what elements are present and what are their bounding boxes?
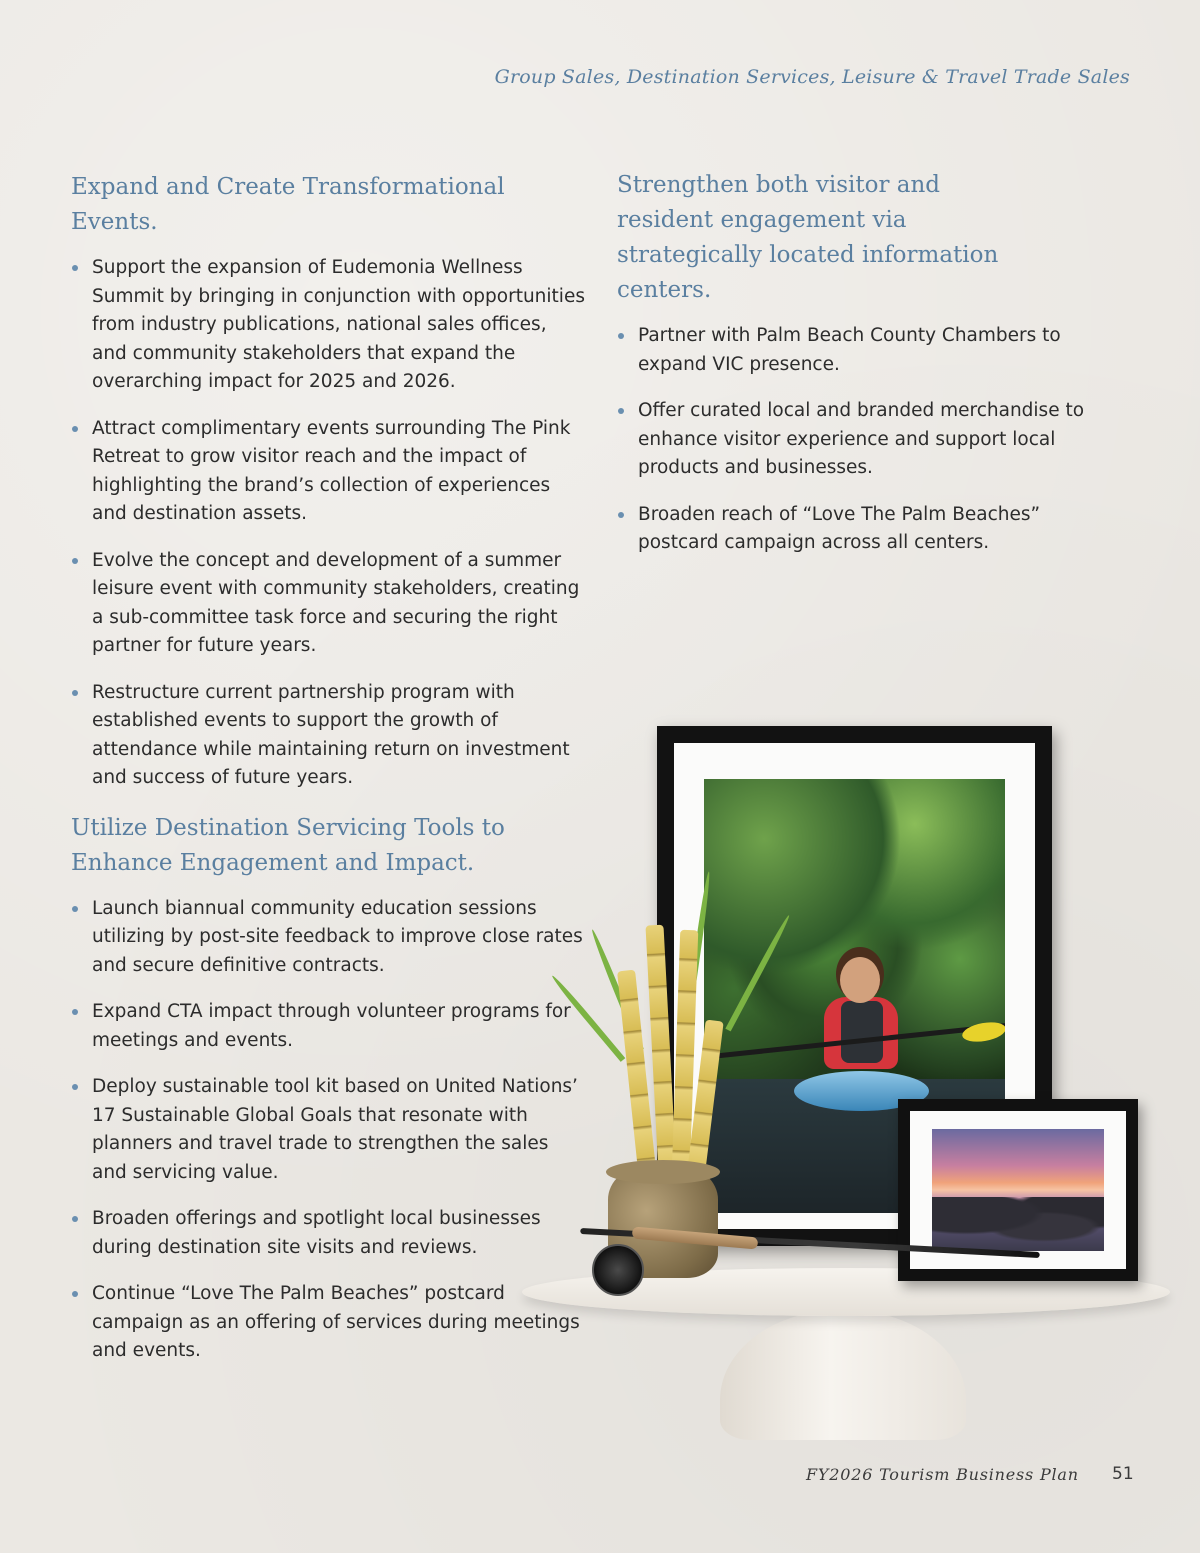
list-item-text: Partner with Palm Beach County Chambers to expand VIC presence. (638, 325, 1061, 375)
heading-destination-servicing: Utilize Destination Servicing Tools to Enhance Engagement and Impact. (71, 814, 505, 876)
bullet-list-servicing (71, 895, 586, 1366)
bullet-dot-icon (618, 512, 624, 518)
bullet-dot-icon (72, 690, 78, 696)
list-item-text: Expand CTA impact through volunteer programs for meetings and events. (92, 1001, 571, 1051)
list-item (71, 679, 586, 793)
life-vest (841, 1001, 883, 1063)
bullet-dot-icon (72, 906, 78, 912)
picture-mat (910, 1111, 1126, 1269)
bullet-dot-icon (618, 408, 624, 414)
list-item-text: Broaden offerings and spotlight local businesses during destination site visits and reviews. (92, 1208, 541, 1258)
right-column (617, 168, 1117, 576)
list-item-text: Launch biannual community education sessions utilizing by post-site feedback to improve close rates and secure definitive contracts. (92, 897, 583, 976)
bullet-dot-icon (72, 1084, 78, 1090)
section-header: Group Sales, Destination Services, Leisure & Travel Trade Sales (494, 66, 1130, 88)
bullet-list-events (71, 254, 586, 793)
list-item (617, 501, 1117, 558)
list-item (71, 547, 586, 661)
page-number: 51 (1112, 1464, 1134, 1484)
list-item (617, 397, 1117, 483)
fishing-reel-icon (592, 1244, 644, 1296)
list-item-text: Attract complimentary events surrounding The Pink Retreat to grow visitor reach and the impact of highlighting the brand’s collection of experiences and destination assets. (92, 417, 571, 524)
shoreline-rocks (932, 1197, 1104, 1251)
pot-rim (606, 1160, 720, 1184)
list-item (617, 322, 1117, 379)
list-item (71, 1073, 586, 1187)
bullet-dot-icon (72, 558, 78, 564)
list-item-text: Evolve the concept and development of a summer leisure event with community stakeholders, creating a sub-committee task force and securing the right partner for future years. (92, 549, 580, 656)
list-item (71, 254, 586, 397)
kayaker-head (840, 957, 880, 1003)
left-column (71, 170, 586, 1384)
bullet-dot-icon (72, 1009, 78, 1015)
list-item (71, 415, 586, 529)
list-item (71, 1205, 586, 1262)
list-item-text: Support the expansion of Eudemonia Wellness Summit by bringing in conjunction with opportunities from industry publications, national sales offices, and community stakeholders that expand the overarching impact for 2025 and 2026. (92, 257, 585, 392)
bullet-dot-icon (72, 1291, 78, 1297)
footer-document-title: FY2026 Tourism Business Plan (806, 1465, 1079, 1484)
bullet-dot-icon (72, 426, 78, 432)
heading-information-centers: Strengthen both visitor and resident engagement via strategically located information centers. (617, 172, 999, 303)
list-item-text: Offer curated local and branded merchandise to enhance visitor experience and support local products and businesses. (638, 400, 1085, 478)
bullet-dot-icon (72, 1216, 78, 1222)
list-item-text: Restructure current partnership program with established events to support the growth of attendance while maintaining return on investment and success of future years. (92, 681, 570, 788)
list-item-text: Broaden reach of “Love The Palm Beaches” postcard campaign across all centers. (638, 503, 1041, 553)
heading-transformational-events: Expand and Create Transformational Events. (71, 174, 505, 235)
decorative-illustration (520, 720, 1180, 1450)
sunset-photo (932, 1129, 1104, 1251)
list-item (71, 1280, 586, 1366)
list-item-text: Deploy sustainable tool kit based on United Nations’ 17 Sustainable Global Goals that resonate with planners and travel trade to strengthen the sales and servicing value. (92, 1076, 578, 1183)
bullet-dot-icon (72, 265, 78, 271)
bullet-dot-icon (618, 333, 624, 339)
list-item-text: Continue “Love The Palm Beaches” postcard campaign as an offering of services during meetings and events. (92, 1283, 580, 1361)
list-item (71, 998, 586, 1055)
list-item (71, 895, 586, 981)
bullet-list-information-centers (617, 322, 1117, 558)
cake-stand-base (720, 1310, 966, 1440)
